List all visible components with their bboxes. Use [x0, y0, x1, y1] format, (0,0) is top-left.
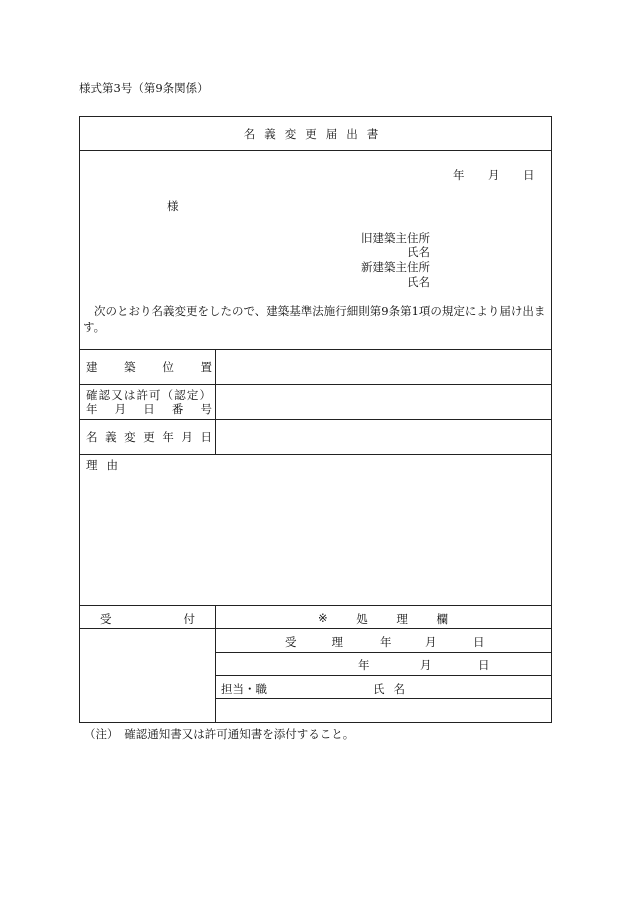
change-date-label: 名 義 変 更 年 月 日: [86, 430, 212, 444]
receipt-day: 日: [473, 635, 485, 649]
new-address-label: 新建築主住所: [361, 260, 430, 274]
addressee-suffix: 様: [167, 199, 179, 213]
confirmation-field[interactable]: [216, 385, 551, 418]
uketsuke-label: 受 付: [100, 612, 195, 626]
staff-label: 担当・職: [221, 682, 267, 696]
change-date-field[interactable]: [216, 420, 551, 453]
receipt-label: 受 理: [285, 635, 343, 649]
form-number: 様式第3号（第9条関係）: [79, 81, 209, 95]
divider: [215, 675, 552, 676]
date2-month: 月: [420, 658, 432, 672]
date2-day: 日: [478, 658, 490, 672]
old-name-label: 氏名: [407, 245, 430, 259]
location-field[interactable]: [216, 350, 551, 383]
statement-line-2: す。: [83, 320, 106, 334]
reason-field[interactable]: [80, 472, 551, 604]
divider: [79, 454, 552, 455]
date-day: 日: [523, 168, 535, 182]
confirmation-label-2: 年 月 日 番 号: [86, 402, 212, 416]
location-label: 建 築 位 置: [86, 360, 212, 374]
divider: [79, 150, 552, 151]
reception-stamp-area[interactable]: [80, 629, 214, 722]
old-address-label: 旧建築主住所: [361, 231, 430, 245]
date2-year: 年: [358, 658, 370, 672]
divider: [215, 652, 552, 653]
staff-name-label: 氏名: [373, 682, 414, 696]
divider: [79, 605, 552, 606]
date-month: 月: [488, 168, 500, 182]
processing-header: ※ 処 理 欄: [318, 611, 448, 626]
date-year: 年: [453, 168, 465, 182]
form-title: 名義変更届出書: [243, 127, 388, 141]
footnote: （注） 確認通知書又は許可通知書を添付すること。: [84, 727, 355, 741]
confirmation-label-1: 確認又は許可（認定）: [86, 388, 212, 402]
reason-label: 理由: [86, 458, 127, 472]
remarks-field[interactable]: [216, 699, 551, 722]
statement-line-1: 次のとおり名義変更をしたので、建築基準法施行細則第9条第1項の規定により届け出ま: [94, 304, 546, 318]
receipt-year: 年: [380, 635, 392, 649]
new-name-label: 氏名: [407, 275, 430, 289]
receipt-month: 月: [425, 635, 437, 649]
